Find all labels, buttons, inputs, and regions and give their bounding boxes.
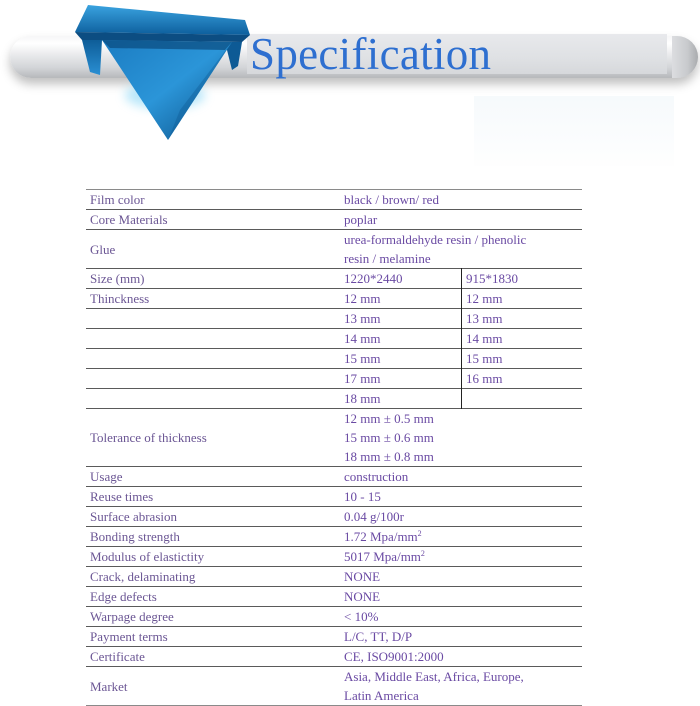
row-label	[86, 329, 340, 349]
thickness-col-2: 15 mm	[462, 349, 583, 369]
value-text: 5017 Mpa/mm	[344, 549, 421, 564]
row-label: Thinckness	[86, 289, 340, 309]
tube-cap	[672, 36, 698, 78]
row-label: Market	[86, 667, 340, 706]
table-row	[86, 527, 582, 547]
table-row	[86, 210, 582, 230]
value-line: 12 mm ± 0.5 mm	[344, 411, 434, 426]
thickness-col-1: 15 mm	[340, 349, 462, 369]
table-row	[86, 389, 582, 409]
row-label: Reuse times	[86, 487, 340, 507]
row-label	[86, 369, 340, 389]
thickness-col-2	[462, 389, 583, 409]
row-value: 10 - 15	[340, 487, 582, 507]
table-row	[86, 587, 582, 607]
row-label: Usage	[86, 467, 340, 487]
row-label	[86, 349, 340, 369]
size-col-2: 915*1830	[462, 269, 583, 289]
table-row	[86, 627, 582, 647]
table-row	[86, 409, 582, 467]
page-title: Specification	[250, 29, 492, 79]
row-label: Tolerance of thickness	[86, 409, 340, 467]
row-label: Glue	[86, 230, 340, 269]
value-line: Latin America	[344, 688, 419, 703]
value-line: 15 mm ± 0.6 mm	[344, 430, 434, 445]
row-value: black / brown/ red	[340, 190, 582, 210]
table-row	[86, 547, 582, 567]
row-label: Edge defects	[86, 587, 340, 607]
thickness-col-2: 16 mm	[462, 369, 583, 389]
row-value: poplar	[340, 210, 582, 230]
size-col-1: 1220*2440	[340, 269, 462, 289]
table-row	[86, 467, 582, 487]
table-row	[86, 230, 582, 269]
thickness-col-1: 12 mm	[340, 289, 462, 309]
table-row	[86, 269, 582, 289]
value-line: 18 mm ± 0.8 mm	[344, 449, 434, 464]
specification-table	[86, 189, 582, 706]
row-value	[340, 547, 582, 567]
row-label: Warpage degree	[86, 607, 340, 627]
table-row	[86, 309, 582, 329]
row-value	[340, 527, 582, 547]
row-label: Surface abrasion	[86, 507, 340, 527]
table-row	[86, 507, 582, 527]
table-row	[86, 487, 582, 507]
table-row	[86, 369, 582, 389]
thickness-col-1: 17 mm	[340, 369, 462, 389]
row-value: 0.04 g/100r	[340, 507, 582, 527]
thickness-col-1: 18 mm	[340, 389, 462, 409]
thickness-col-2: 12 mm	[462, 289, 583, 309]
table-row	[86, 567, 582, 587]
table-row	[86, 329, 582, 349]
value-line: urea-formaldehyde resin / phenolic	[344, 232, 527, 247]
table-row	[86, 647, 582, 667]
row-label: Certificate	[86, 647, 340, 667]
row-value: CE, ISO9001:2000	[340, 647, 582, 667]
row-value: NONE	[340, 587, 582, 607]
row-value: NONE	[340, 567, 582, 587]
row-label: Size (mm)	[86, 269, 340, 289]
row-value: L/C, TT, D/P	[340, 627, 582, 647]
row-value: < 10%	[340, 607, 582, 627]
thickness-col-1: 13 mm	[340, 309, 462, 329]
row-value	[340, 230, 582, 269]
table-row	[86, 349, 582, 369]
value-text: 1.72 Mpa/mm	[344, 529, 418, 544]
row-label	[86, 309, 340, 329]
row-label: Core Materials	[86, 210, 340, 230]
thickness-col-2: 13 mm	[462, 309, 583, 329]
row-label: Film color	[86, 190, 340, 210]
thickness-col-1: 14 mm	[340, 329, 462, 349]
table-row	[86, 289, 582, 309]
value-line: resin / melamine	[344, 251, 431, 266]
superscript: 2	[417, 529, 422, 538]
row-label: Bonding strength	[86, 527, 340, 547]
row-label: Modulus of elastictity	[86, 547, 340, 567]
row-label: Payment terms	[86, 627, 340, 647]
table-row	[86, 190, 582, 210]
row-label: Crack, delaminating	[86, 567, 340, 587]
row-label	[86, 389, 340, 409]
decorative-panel	[474, 96, 674, 166]
specification-banner	[0, 0, 700, 180]
value-line: Asia, Middle East, Africa, Europe,	[344, 669, 524, 684]
table-row	[86, 607, 582, 627]
thickness-col-2: 14 mm	[462, 329, 583, 349]
folded-ribbon-arrow-icon	[60, 0, 260, 145]
superscript: 2	[420, 549, 425, 558]
row-value	[340, 409, 582, 467]
row-value: construction	[340, 467, 582, 487]
